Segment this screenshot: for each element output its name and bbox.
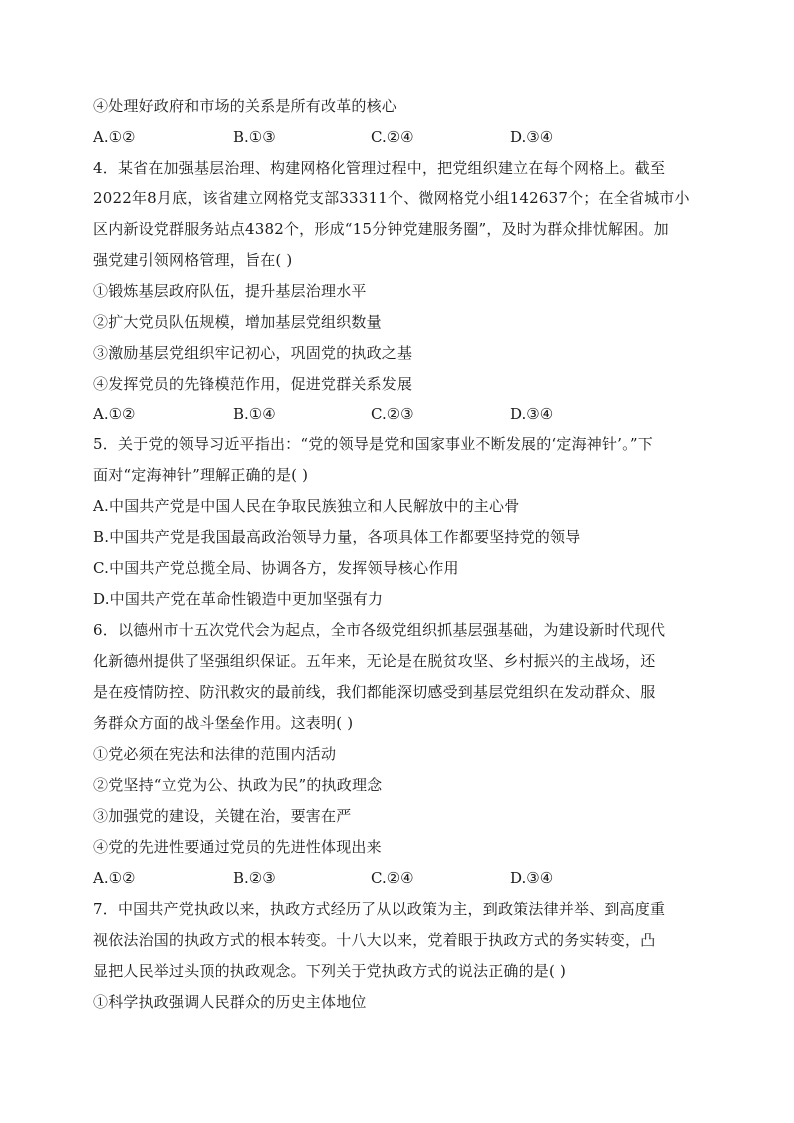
q4-stem-line-4: 强党建引领网格管理，旨在( ): [93, 251, 293, 269]
q7-stem-line-1: 7．中国共产党执政以来，执政方式经历了从以政策为主，到政策法律并举、到高度重: [93, 900, 666, 918]
q5-option-c: C.中国共产党总揽全局、协调各方，发挥领导核心作用: [93, 559, 459, 577]
q6-stem-line-3: 是在疫情防控、防汛救灾的最前线，我们都能深切感受到基层党组织在发动群众、服: [93, 683, 656, 701]
q6-statement-3: ③加强党的建设，关键在治，要害在严: [93, 807, 352, 825]
q6-stem-line-4: 务群众方面的战斗堡垒作用。这表明( ): [93, 714, 354, 732]
q4-option-c: C.②③: [371, 405, 414, 423]
q6-stem-line-2: 化新德州提供了坚强组织保证。五年来，无论是在脱贫攻坚、乡村振兴的主战场，还: [93, 652, 656, 670]
q5-stem-line-1: 5．关于党的领导习近平指出：“党的领导是党和国家事业不断发展的‘定海神针’。”下: [93, 435, 653, 453]
q4-statement-1: ①锻炼基层政府队伍，提升基层治理水平: [93, 282, 367, 300]
q6-statement-2: ②党坚持“立党为公、执政为民”的执政理念: [93, 776, 383, 794]
q4-stem-line-2: 2022年8月底，该省建立网格党支部33311个、微网格党小组142637个；在全省城市小: [93, 189, 690, 207]
q6-option-d: D.③④: [510, 869, 554, 887]
q5-option-d: D.中国共产党在革命性锻造中更加坚强有力: [93, 590, 384, 608]
q4-options: [93, 404, 703, 424]
q4-option-b: B.①④: [233, 405, 276, 423]
q3-option-c: C.②④: [371, 128, 414, 146]
q3-option-b: B.①③: [233, 128, 276, 146]
q6-option-c: C.②④: [371, 869, 414, 887]
q6-options: [93, 868, 703, 888]
q5-option-a: A.中国共产党是中国人民在争取民族独立和人民解放中的主心骨: [93, 497, 520, 515]
q3-statement-4: ④处理好政府和市场的关系是所有改革的核心: [93, 97, 398, 115]
q5-stem-line-2: 面对“定海神针”理解正确的是( ): [93, 466, 309, 484]
q4-option-a: A.①②: [93, 405, 136, 423]
q4-statement-4: ④发挥党员的先锋模范作用，促进党群关系发展: [93, 375, 413, 393]
q7-statement-1: ①科学执政强调人民群众的历史主体地位: [93, 993, 367, 1011]
q3-option-d: D.③④: [510, 128, 554, 146]
q6-stem-line-1: 6．以德州市十五次党代会为起点，全市各级党组织抓基层强基础，为建设新时代现代: [93, 621, 666, 639]
q6-statement-4: ④党的先进性要通过党员的先进性体现出来: [93, 838, 382, 856]
q4-statement-3: ③激励基层党组织牢记初心，巩固党的执政之基: [93, 344, 413, 362]
q3-options: [93, 127, 703, 147]
q6-option-b: B.②③: [233, 869, 276, 887]
q4-stem-line-3: 区内新设党群服务站点4382个，形成“15分钟党建服务圈”，及时为群众排忧解困。加: [93, 220, 669, 238]
q6-statement-1: ①党必须在宪法和法律的范围内活动: [93, 745, 337, 763]
q7-stem-line-2: 视依法治国的执政方式的根本转变。十八大以来，党着眼于执政方式的务实转变，凸: [93, 931, 656, 949]
q3-option-a: A.①②: [93, 128, 136, 146]
q7-stem-line-3: 显把人民举过头顶的执政观念。下列关于党执政方式的说法正确的是( ): [93, 962, 567, 980]
q4-stem-line-1: 4．某省在加强基层治理、构建网格化管理过程中，把党组织建立在每个网格上。截至: [93, 159, 666, 177]
q4-option-d: D.③④: [510, 405, 554, 423]
q4-statement-2: ②扩大党员队伍规模，增加基层党组织数量: [93, 313, 382, 331]
q6-option-a: A.①②: [93, 869, 136, 887]
q5-option-b: B.中国共产党是我国最高政治领导力量，各项具体工作都要坚持党的领导: [93, 528, 581, 546]
